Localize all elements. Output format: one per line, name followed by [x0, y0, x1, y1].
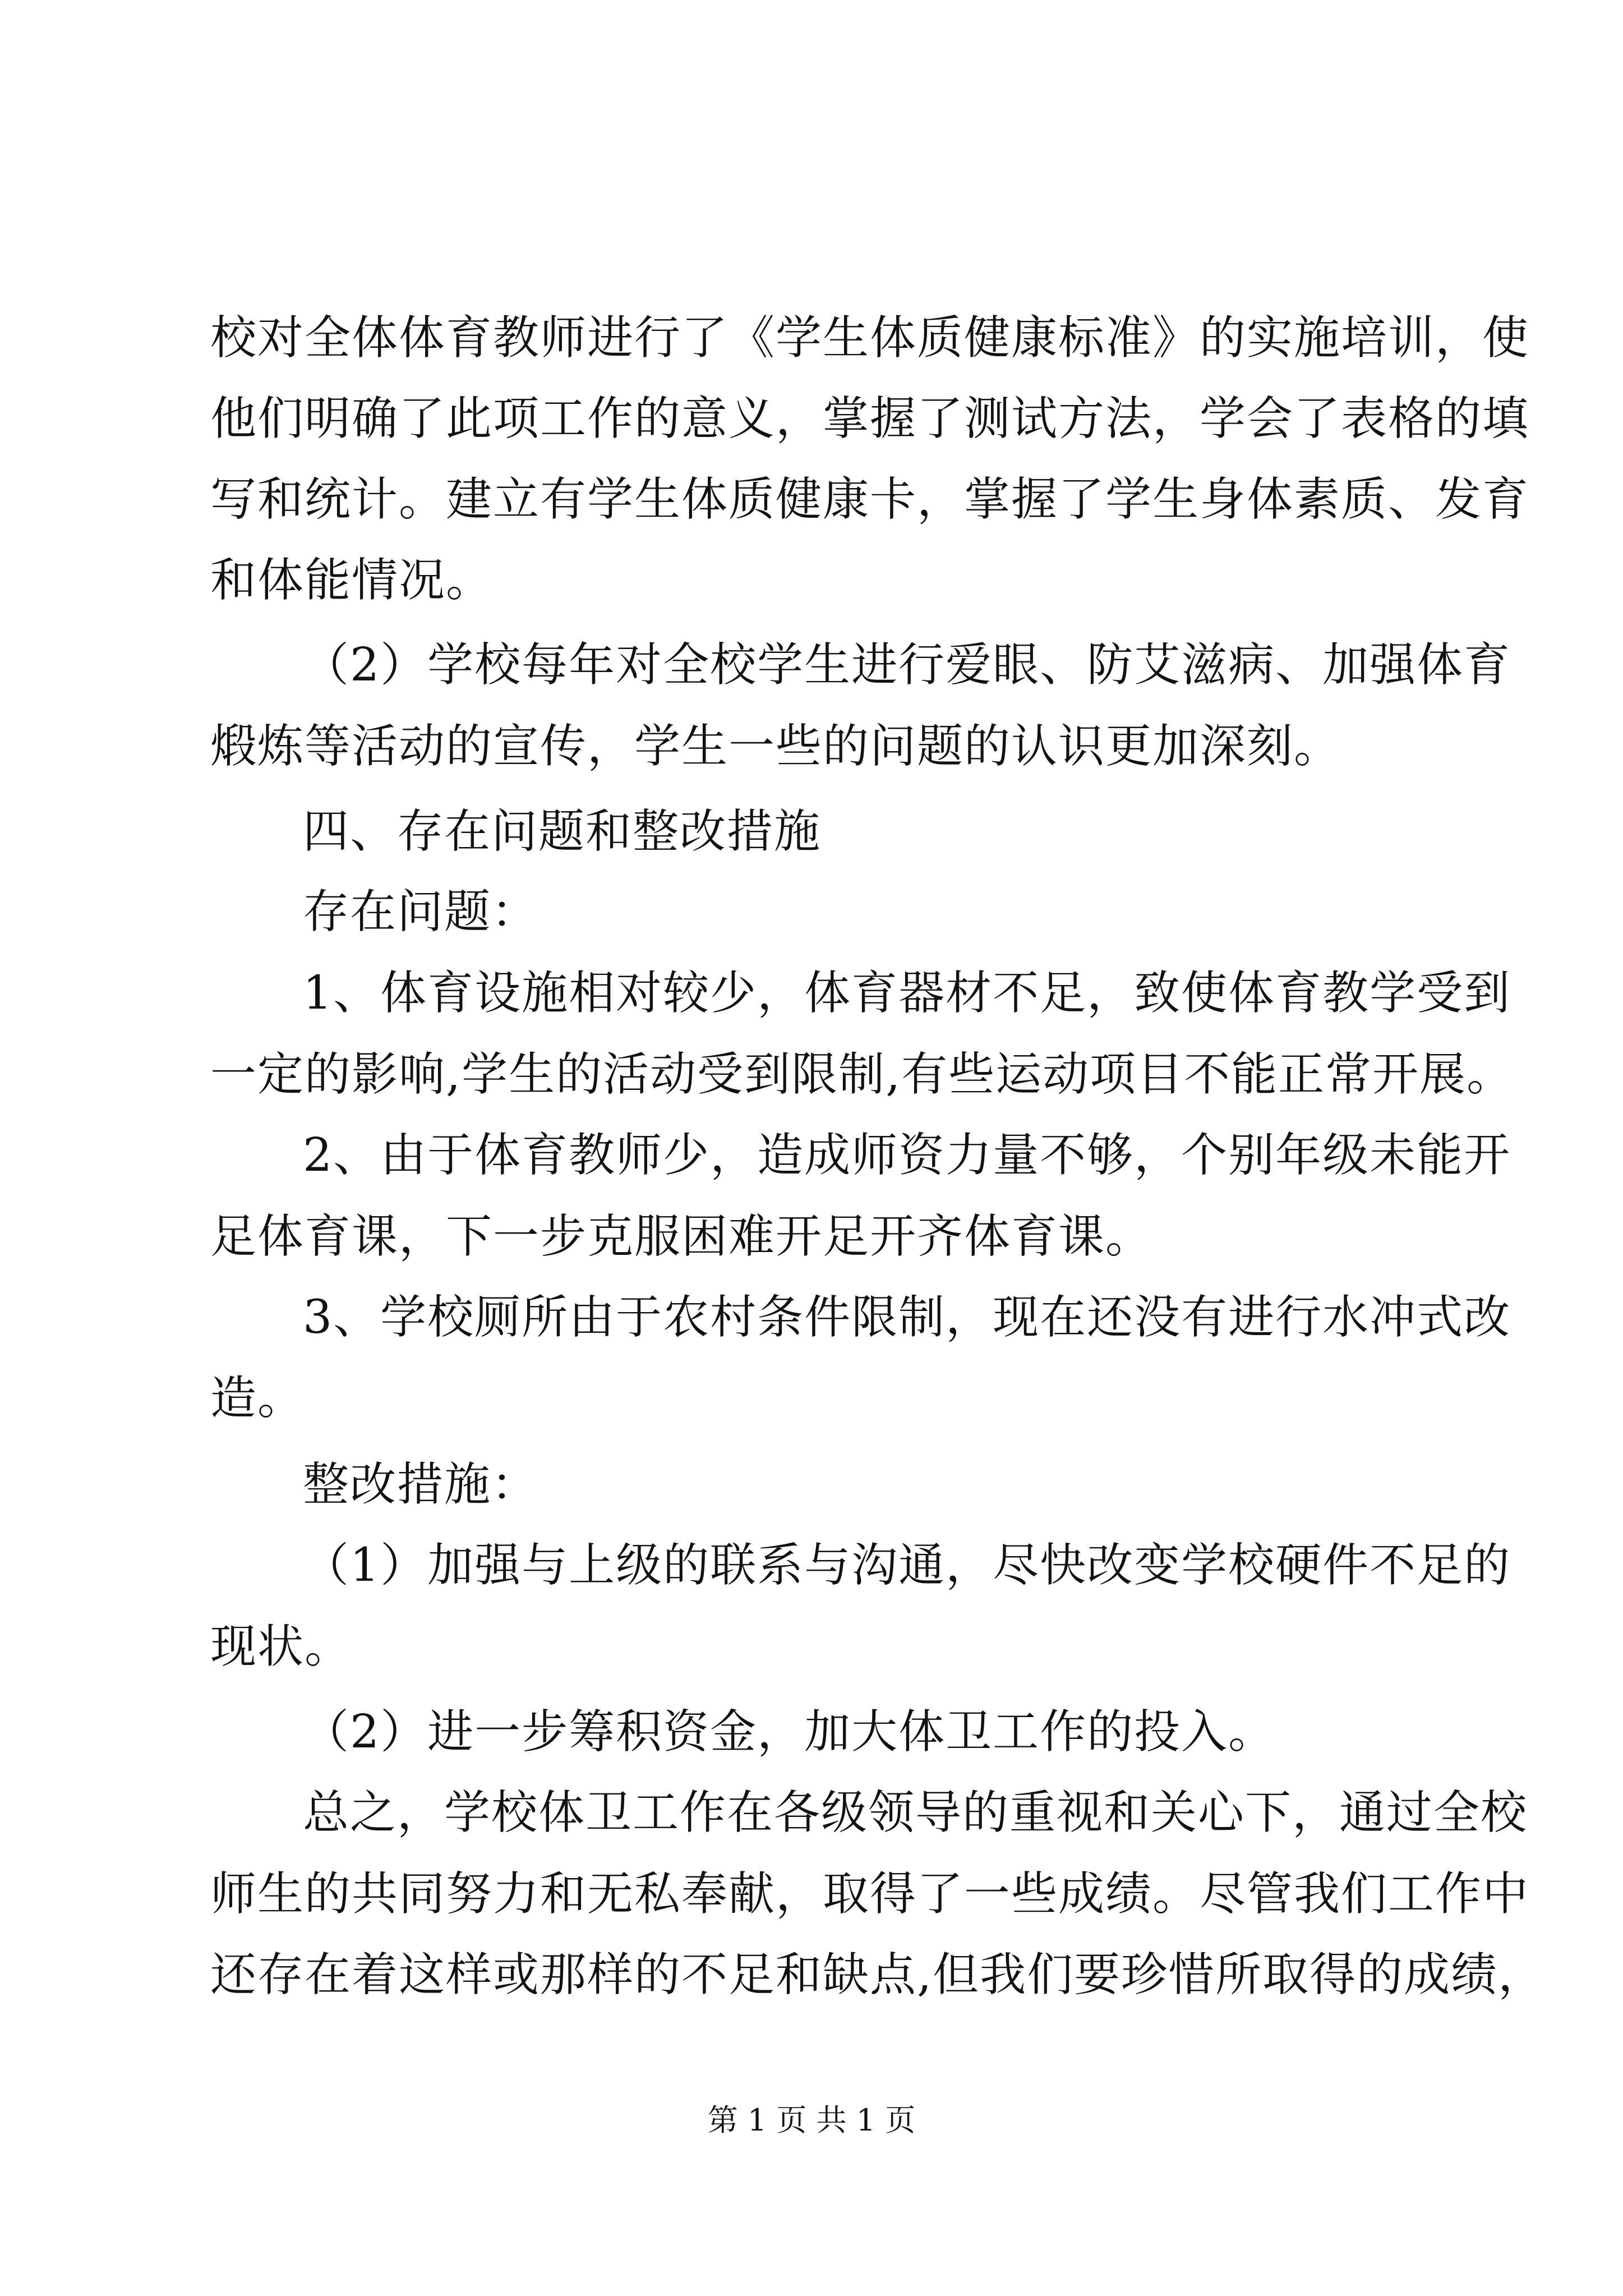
text-line: 一定的影响,学生的活动受到限制,有些运动项目不能正常开展。 — [210, 1048, 1514, 1101]
page-number: 第 1 页 共 1 页 — [707, 2102, 916, 2138]
text-line: 2、由于体育教师少，造成师资力量不够，个别年级未能开 — [303, 1129, 1511, 1182]
text-line: （2）进一步筹积资金，加大体卫工作的投入。 — [303, 1705, 1276, 1759]
text-line: 他们明确了此项工作的意义，掌握了测试方法，学会了表格的填 — [210, 392, 1530, 445]
text-line: 写和统计。建立有学生体质健康卡，掌握了学生身体素质、发育 — [210, 473, 1530, 526]
text-line: 造。 — [210, 1372, 305, 1425]
text-line: 煅炼等活动的宣传，学生一些的问题的认识更加深刻。 — [210, 720, 1341, 773]
text-line: 和体能情况。 — [210, 554, 494, 607]
page-footer — [0, 2101, 1623, 2140]
text-line: （1）加强与上级的联系与沟通，尽快改变学校硬件不足的 — [303, 1539, 1511, 1592]
text-line: 足体育课，下一步克服困难开足开齐体育课。 — [210, 1210, 1153, 1263]
text-line: 还存在着这样或那样的不足和缺点,但我们要珍惜所取得的成绩， — [210, 1948, 1546, 2001]
text-line: 总之，学校体卫工作在各级领导的重视和关心下，通过全校 — [303, 1786, 1528, 1839]
text-line: 校对全体体育教师进行了《学生体质健康标准》的实施培训，使 — [210, 311, 1530, 365]
subsection-heading: 整改措施： — [303, 1458, 539, 1511]
text-line: 3、学校厕所由于农村条件限制，现在还没有进行水冲式改 — [303, 1291, 1511, 1344]
text-line: （2）学校每年对全校学生进行爱眼、防艾滋病、加强体育 — [303, 638, 1511, 692]
section-heading: 四、存在问题和整改措施 — [303, 805, 822, 858]
subsection-heading: 存在问题： — [303, 885, 539, 938]
text-line: 1、体育设施相对较少，体育器材不足，致使体育教学受到 — [303, 967, 1511, 1020]
text-line: 现状。 — [210, 1620, 352, 1673]
text-line: 师生的共同努力和无私奉献，取得了一些成绩。尽管我们工作中 — [210, 1867, 1530, 1921]
